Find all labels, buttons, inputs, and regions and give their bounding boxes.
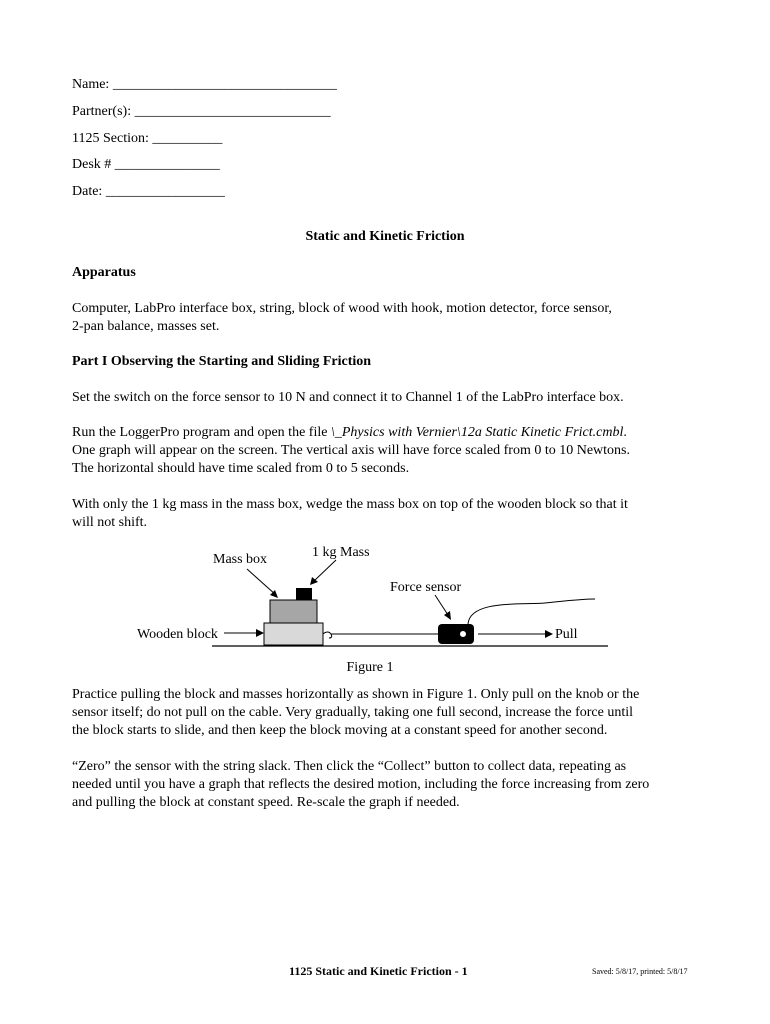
one-kg-arrow bbox=[314, 560, 336, 581]
sensor-knob bbox=[460, 631, 466, 637]
paragraph-line: sensor itself; do not pull on the cable. Very gradually, taking one full second, increase the force until bbox=[72, 705, 634, 720]
desk-field: Desk # _______________ bbox=[72, 157, 220, 172]
paragraph-line: “Zero” the sensor with the string slack. Then click the “Collect” button to collect data, repeating as bbox=[72, 759, 627, 774]
footer-page-label: 1125 Static and Kinetic Friction - 1 bbox=[289, 964, 468, 978]
paragraph-line: Practice pulling the block and masses horizontally as shown in Figure 1. Only pull on the knob or the bbox=[72, 687, 640, 702]
wooden-block bbox=[264, 623, 323, 645]
mass-box-arrow bbox=[247, 569, 276, 595]
paragraph-line: the block starts to slide, and then keep the block moving at a constant speed for another second. bbox=[72, 723, 608, 738]
p2-prefix: Run the LoggerPro program and open the file bbox=[72, 425, 331, 440]
part1-paragraph-2 bbox=[72, 424, 712, 478]
force-sensor-label: Force sensor bbox=[390, 580, 462, 595]
paragraph-line: will not shift. bbox=[72, 515, 148, 530]
paragraph-line: needed until you have a graph that reflects the desired motion, including the force increasing from zero bbox=[72, 777, 650, 792]
apparatus-text bbox=[72, 300, 712, 336]
date-field: Date: _________________ bbox=[72, 184, 225, 199]
wooden-block-label: Wooden block bbox=[137, 627, 218, 642]
apparatus-line: Computer, LabPro interface box, string, block of wood with hook, motion detector, force sensor, bbox=[72, 301, 612, 316]
partners-field: Partner(s): ____________________________ bbox=[72, 104, 331, 119]
force-sensor-arrow bbox=[435, 595, 448, 615]
part1-heading: Part I Observing the Starting and Sliding Friction bbox=[72, 354, 372, 369]
section-field: 1125 Section: __________ bbox=[72, 131, 223, 146]
part1-paragraph-1: Set the switch on the force sensor to 10 N and connect it to Channel 1 of the LabPro interface box. bbox=[72, 390, 624, 405]
one-kg-mass bbox=[296, 588, 312, 600]
paragraph-line: The horizontal should have time scaled from 0 to 5 seconds. bbox=[72, 461, 410, 476]
paragraph-line bbox=[72, 424, 712, 442]
paragraph-line: With only the 1 kg mass in the mass box, wedge the mass box on top of the wooden block so that it bbox=[72, 497, 628, 512]
part1-paragraph-5 bbox=[72, 758, 712, 812]
apparatus-heading: Apparatus bbox=[72, 265, 136, 280]
file-path: \_Physics with Vernier\12a Static Kinetic Frict.cmbl bbox=[330, 425, 624, 440]
figure-caption: Figure 1 bbox=[346, 660, 394, 675]
figure-1-diagram bbox=[0, 535, 770, 680]
hook bbox=[323, 632, 332, 638]
one-kg-mass-label: 1 kg Mass bbox=[312, 545, 370, 560]
mass-box bbox=[270, 600, 317, 623]
paragraph-line: and pulling the block at constant speed. Re-scale the graph if needed. bbox=[72, 795, 460, 810]
paragraph-line: One graph will appear on the screen. The vertical axis will have force scaled from 0 to 10 Newtons. bbox=[72, 443, 630, 458]
name-field: Name: ________________________________ bbox=[72, 77, 337, 92]
force-sensor bbox=[438, 624, 474, 644]
part1-paragraph-3 bbox=[72, 496, 712, 532]
pull-label: Pull bbox=[555, 627, 578, 642]
footer-saved-info: Saved: 5/8/17, printed: 5/8/17 bbox=[592, 967, 688, 976]
apparatus-line: 2-pan balance, masses set. bbox=[72, 319, 220, 334]
part1-paragraph-4 bbox=[72, 686, 712, 740]
page-title: Static and Kinetic Friction bbox=[305, 229, 465, 244]
wooden-block-arrowhead bbox=[256, 629, 264, 637]
mass-box-label: Mass box bbox=[213, 552, 268, 567]
p2-suffix: . bbox=[623, 425, 627, 440]
pull-arrowhead bbox=[545, 630, 553, 638]
sensor-cable bbox=[468, 599, 595, 624]
force-sensor-arrowhead bbox=[444, 611, 451, 620]
